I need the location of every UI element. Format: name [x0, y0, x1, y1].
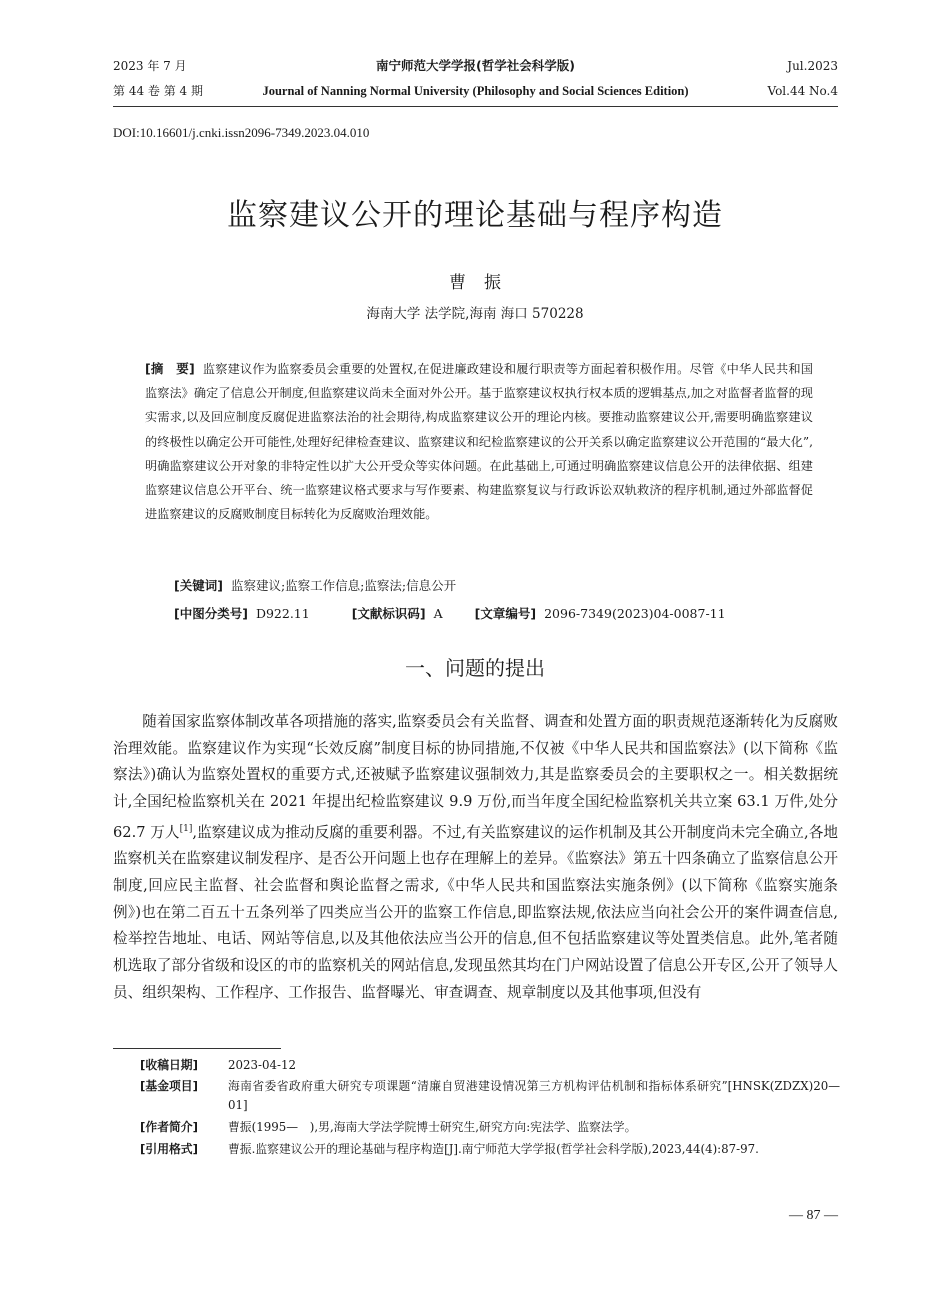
header-date-cn: 2023 年 7 月 — [113, 59, 187, 73]
header-journal-en: Journal of Nanning Normal University (Philosophy and Social Sciences Edition) — [262, 84, 689, 98]
footnote-label: [收稿日期] — [140, 1058, 198, 1072]
header-journal-cn: 南宁师范大学学报(哲学社会科学版) — [376, 58, 575, 73]
header-volume-en: Vol.44 No.4 — [767, 84, 838, 98]
header-volume-cn: 第 44 卷 第 4 期 — [113, 84, 203, 98]
footnote-citation-format — [140, 1140, 840, 1178]
keywords-text: 监察建议;监察工作信息;监察法;信息公开 — [230, 578, 457, 593]
citation-ref[interactable]: [1] — [179, 823, 193, 834]
header-date-en: Jul.2023 — [787, 59, 838, 73]
article-no-label: [文章编号] — [474, 606, 537, 621]
body-text-part1: 随着国家监察体制改革各项措施的落实,监察委员会有关监督、调查和处置方面的职责规范逐渐转化为反腐败治理效能。监察建议作为实现“长效反腐”制度目标的协同措施,不仅被《中华人民共和国监察法》(以下简称《监察法》)确认为监察处置权的重要方式,还被赋予监察建议强制效力,其是监察委员会的主要职权之一。相关数据统计,全国纪检监察机关在 2021 年提出纪检监察建议 9.9 万份,而当年度全国纪检监察机关共立案 63.1 万件,处分 62.7 万人 — [113, 713, 838, 841]
article-title: 监察建议公开的理论基础与程序构造 — [227, 198, 723, 233]
affiliation: 海南大学 法学院,海南 海口 570228 — [366, 306, 584, 322]
clc-label: [中图分类号] — [174, 606, 248, 621]
doc-code-label: [文献标识码] — [351, 606, 426, 621]
abstract-text: 监察建议作为监察委员会重要的处置权,在促进廉政建设和履行职责等方面起着积极作用。尽管《中华人民共和国监察法》确定了信息公开制度,但监察建议尚未全面对外公开。基于监察建议权执行权本质的逻辑基点,加之对监督者监督的现实需求,以及回应制度反腐促进监察法治的社会期待,构成监察建议公开的理论内核。要推动监察建议公开,需要明确监察建议的终极性以确定公开可能性,处理好纪律检查建议、监察建议和纪检监察建议的公开关系以确定监察建议公开范围的“最大化”,明确监察建议公开对象的非特定性以扩大公开受众等实体问题。在此基础上,可通过明确监察建议信息公开的法律依据、组建监察建议信息公开平台、统一监察建议格式要求与写作要素、构建监察复议与行政诉讼双轨救济的程序机制,通过外部监督促进监察建议的反腐败制度目标转化为反腐败治理效能。 — [145, 362, 813, 522]
doc-code-value: A — [433, 606, 443, 621]
abstract-label: [摘 要] — [145, 361, 195, 376]
footnote-rule — [113, 1048, 281, 1049]
keywords — [174, 576, 456, 594]
section-heading: 一、问题的提出 — [405, 656, 545, 680]
page-number: — 87 — — [789, 1208, 838, 1223]
footnote-text: 海南省委省政府重大研究专项课题“清廉自贸港建设情况第三方机构评估机制和指标体系研究”[HNSK(ZDZX)20—01] — [228, 1079, 840, 1112]
author: 曹振 — [449, 273, 519, 293]
footnote-author-bio — [140, 1118, 840, 1136]
article-no-value: 2096-7349(2023)04-0087-11 — [544, 606, 726, 621]
footnote-text: 2023-04-12 — [228, 1058, 297, 1072]
footnote-label: [作者简介] — [140, 1120, 198, 1134]
keywords-label: [关键词] — [174, 578, 223, 593]
body-paragraph — [113, 709, 838, 1007]
body-text-part2: ,监察建议成为推动反腐的重要利器。不过,有关监察建议的运作机制及其公开制度尚未完全确立,各地监察机关在监察建议制发程序、是否公开问题上也存在理解上的差异。《监察法》第五十四条确立了监察信息公开制度,回应民主监督、社会监督和舆论监督之需求,《中华人民共和国监察法实施条例》(以下简称《监察实施条例》)也在第二百五十五条列举了四类应当公开的监察工作信息,即监察法规,依法应当向社会公开的案件调查信息,检举控告地址、电话、网站等信息,以及其他依法应当公开的信息,但不包括监察建议等处置类信息。此外,笔者随机选取了部分省级和设区的市的监察机关的网站信息,发现虽然其均在门户网站设置了信息公开专区,公开了领导人员、组织架构、工作程序、工作报告、监督曝光、审查调查、规章制度以及其他事项,但没有 — [113, 823, 839, 1001]
abstract — [145, 357, 813, 526]
footnote-label: [引用格式] — [140, 1142, 198, 1156]
footnote-text: 曹振(1995— ),男,海南大学法学院博士研究生,研究方向:宪法学、监察法学。 — [228, 1120, 637, 1134]
footnote-text: 曹振.监察建议公开的理论基础与程序构造[J].南宁师范大学学报(哲学社会科学版),2023,44(4):87-97. — [228, 1142, 759, 1156]
footnote-label: [基金项目] — [140, 1079, 198, 1093]
classification-line — [174, 604, 726, 622]
footnote-fund — [140, 1077, 840, 1115]
header-rule — [113, 106, 838, 107]
doi: DOI:10.16601/j.cnki.issn2096-7349.2023.04.010 — [113, 125, 370, 140]
clc-value: D922.11 — [255, 606, 310, 621]
footnote-received — [140, 1056, 840, 1074]
